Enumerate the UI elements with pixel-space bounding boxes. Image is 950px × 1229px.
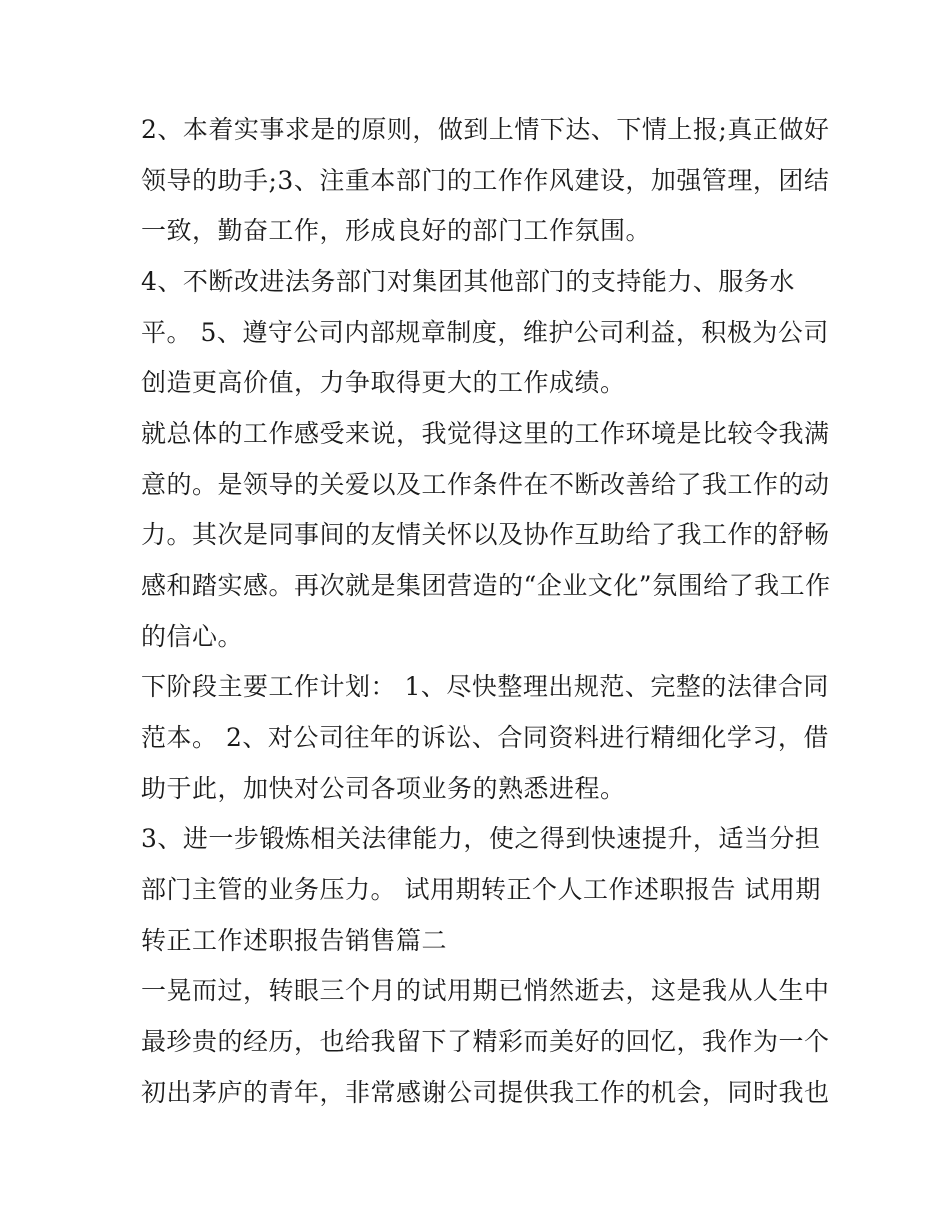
text-line: 3、进一步锻炼相关法律能力，使之得到快速提升，适当分担 [141, 824, 821, 853]
text-line: 部门主管的业务压力。 试用期转正个人工作述职报告 试用期 [141, 875, 821, 904]
text-line: 最珍贵的经历，也给我留下了精彩而美好的回忆，我作为一个 [141, 1027, 830, 1056]
text-line: 的信心。 [141, 622, 244, 651]
text-line: 领导的助手;3、注重本部门的工作作风建设，加强管理，团结 [141, 166, 830, 195]
text-line: 转正工作述职报告销售篇二 [141, 926, 448, 955]
text-line: 平。 5、遵守公司内部规章制度，维护公司利益，积极为公司 [141, 318, 829, 347]
text-line: 创造更高价值，力争取得更大的工作成绩。 [141, 368, 626, 397]
text-line: 初出茅庐的青年，非常感谢公司提供我工作的机会，同时我也 [141, 1078, 830, 1107]
text-line: 感和踏实感。再次就是集团营造的“企业文化”氛围给了我工作 [141, 571, 831, 600]
text-line: 就总体的工作感受来说，我觉得这里的工作环境是比较令我满 [141, 419, 830, 448]
text-line: 4、不断改进法务部门对集团其他部门的支持能力、服务水 [141, 267, 795, 296]
text-line: 助于此，加快对公司各项业务的熟悉进程。 [141, 774, 626, 803]
text-line: 一晃而过，转眼三个月的试用期已悄然逝去，这是我从人生中 [141, 976, 830, 1005]
text-line: 力。其次是同事间的友情关怀以及协作互助给了我工作的舒畅 [141, 520, 830, 549]
text-line: 一致，勤奋工作，形成良好的部门工作氛围。 [141, 216, 652, 245]
text-line: 意的。是领导的关爱以及工作条件在不断改善给了我工作的动 [141, 470, 830, 499]
text-line: 范本。 2、对公司往年的诉讼、合同资料进行精细化学习，借 [141, 723, 829, 752]
text-line: 2、本着实事求是的原则，做到上情下达、下情上报;真正做好 [141, 115, 830, 144]
text-line: 下阶段主要工作计划： 1、尽快整理出规范、完整的法律合同 [141, 672, 829, 701]
